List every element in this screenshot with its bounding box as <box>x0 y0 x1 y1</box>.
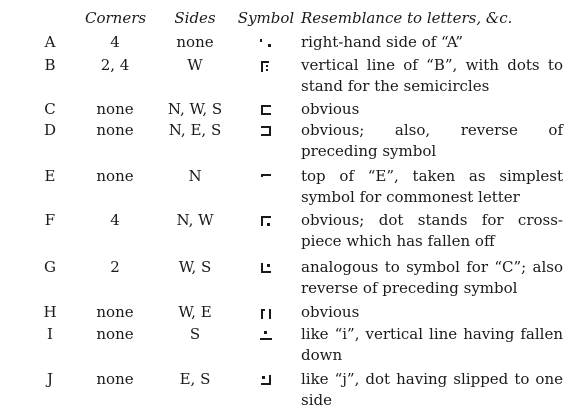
row-sides: none <box>176 33 214 51</box>
header-corners: Corners <box>85 9 147 27</box>
row-resemblance: obvious; dot stands for cross-piece which has fallen off <box>301 211 563 250</box>
row-resemblance: top of “E”, taken as simplest symbol for commonest letter <box>301 167 563 206</box>
row-resemblance: obvious <box>301 303 360 321</box>
top-left-corner-dot-symbol-icon <box>236 210 296 231</box>
header-symbol: Symbol <box>237 9 295 27</box>
row-letter: E <box>44 167 56 185</box>
bottom-left-corner-dot-symbol-icon <box>236 257 296 278</box>
header-sides: Sides <box>174 9 216 27</box>
row-sides: W, E <box>178 303 212 321</box>
row-letter: H <box>43 303 57 321</box>
row-sides: N, W, S <box>167 100 223 118</box>
row-sides: N <box>188 167 202 185</box>
two-vertical-lines-symbol-icon <box>236 302 296 323</box>
row-letter: J <box>46 370 53 388</box>
row-corners: none <box>96 167 134 185</box>
row-resemblance: vertical line of “B”, with dots to stand for the semicircles <box>301 56 563 95</box>
row-sides: E, S <box>179 370 211 388</box>
row-resemblance: obvious; also, reverse of preceding symbol <box>301 121 563 160</box>
open-right-bracket-symbol-icon <box>236 99 296 120</box>
row-resemblance: like “i”, vertical line having fallen down <box>301 325 563 364</box>
row-resemblance: right-hand side of “A” <box>301 33 464 51</box>
open-left-bracket-symbol-icon <box>236 120 296 141</box>
row-corners: none <box>96 303 134 321</box>
row-sides: S <box>189 325 201 343</box>
row-letter: D <box>43 121 57 139</box>
row-corners: none <box>96 121 134 139</box>
row-letter: A <box>44 33 56 51</box>
vertical-line-two-dots-symbol-icon <box>236 55 296 76</box>
row-sides: W <box>187 56 203 74</box>
row-letter: F <box>44 211 56 229</box>
dot-over-bottom-line-symbol-icon <box>236 324 296 345</box>
row-letter: C <box>44 100 56 118</box>
top-bar-symbol-icon <box>236 166 296 187</box>
row-letter: B <box>44 56 56 74</box>
row-corners: 4 <box>110 33 120 51</box>
bottom-right-corner-dot-symbol-icon <box>236 369 296 390</box>
row-sides: N, W <box>176 211 214 229</box>
row-corners: 4 <box>110 211 120 229</box>
row-corners: none <box>96 100 134 118</box>
row-letter: G <box>44 258 56 276</box>
row-letter: I <box>47 325 53 343</box>
row-corners: 2 <box>110 258 120 276</box>
row-resemblance: like “j”, dot having slipped to one side <box>301 370 563 409</box>
row-sides: N, E, S <box>168 121 222 139</box>
row-resemblance: obvious <box>301 100 360 118</box>
row-corners: none <box>96 325 134 343</box>
dot-right-symbol-icon <box>236 32 296 53</box>
row-sides: W, S <box>178 258 212 276</box>
row-resemblance: analogous to symbol for “C”; also reverse of preceding symbol <box>301 258 563 297</box>
row-corners: 2, 4 <box>100 56 130 74</box>
row-corners: none <box>96 370 134 388</box>
header-resemblance: Resemblance to letters, &c. <box>301 9 513 27</box>
